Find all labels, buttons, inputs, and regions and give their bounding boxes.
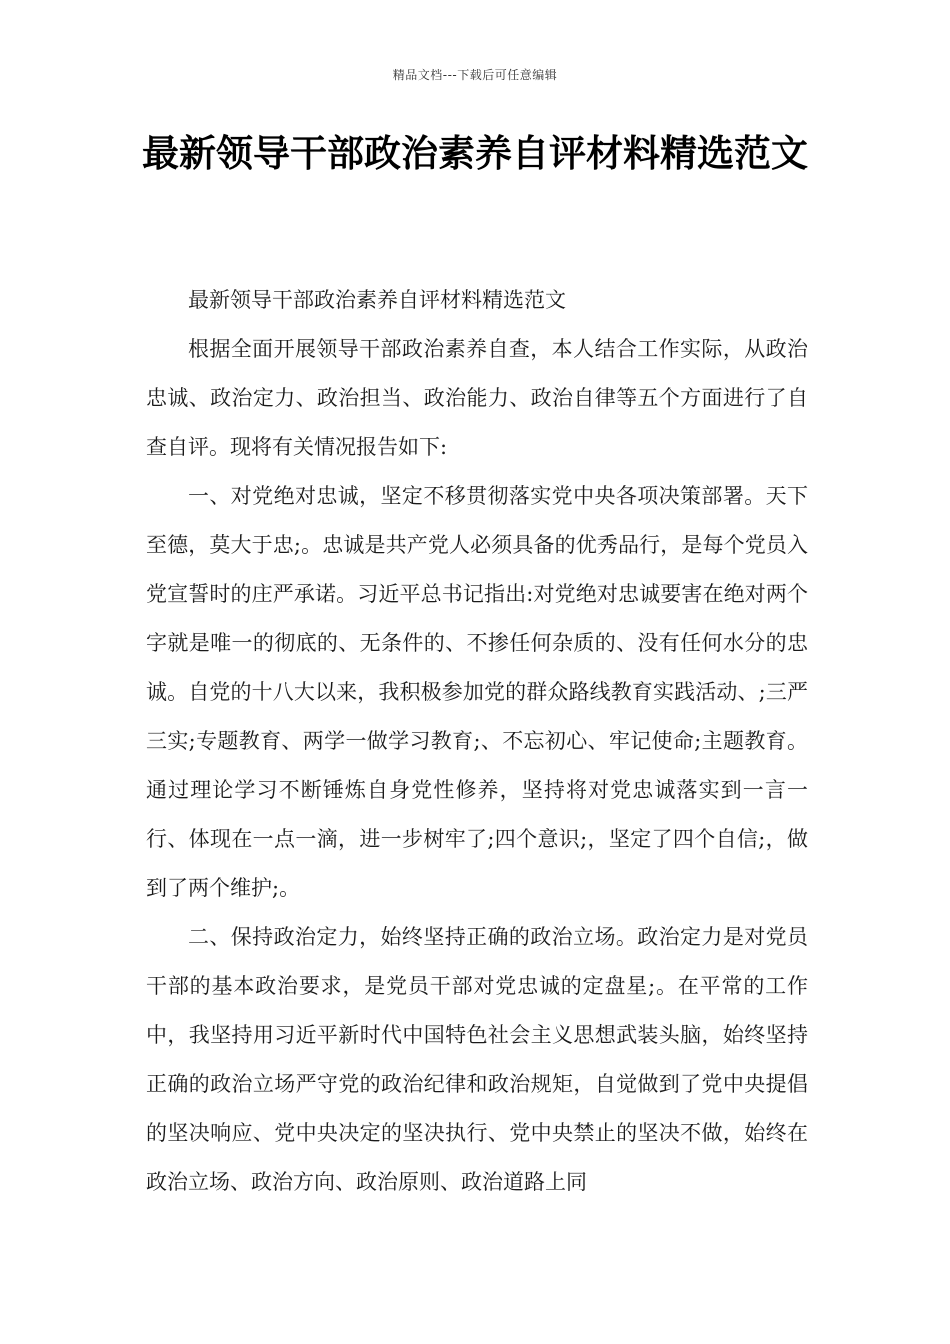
paragraph-section-one: 一、对党绝对忠诚，坚定不移贯彻落实党中央各项决策部署。天下至德，莫大于忠;。忠诚是共产党人必须具备的优秀品行，是每个党员入党宣誓时的庄严承诺。习近平总书记指出:对党绝对忠诚要害在绝对两个字就是唯一的彻底的、无条件的、不掺任何杂质的、没有任何水分的忠诚。自党的十八大以来，我积极参加党的群众路线教育实践活动、;三严三实;专题教育、两学一做学习教育;、不忘初心、牢记使命;主题教育。通过理论学习不断锤炼自身党性修养，坚持将对党忠诚落实到一言一行、体现在一点一滴，进一步树牢了;四个意识;，坚定了四个自信;，做到了两个维护;。 bbox=[146, 484, 808, 900]
paragraph-intro: 根据全面开展领导干部政治素养自查，本人结合工作实际，从政治忠诚、政治定力、政治担当、政治能力、政治自律等五个方面进行了自查自评。现将有关情况报告如下: bbox=[146, 337, 808, 459]
paragraph-subtitle: 最新领导干部政治素养自评材料精选范文 bbox=[188, 288, 566, 312]
paragraph-section-two: 二、保持政治定力，始终坚持正确的政治立场。政治定力是对党员干部的基本政治要求，是党员干部对党忠诚的定盘星;。在平常的工作中，我坚持用习近平新时代中国特色社会主义思想武装头脑，始终坚持正确的政治立场严守党的政治纪律和政治规矩，自觉做到了党中央提倡的坚决响应、党中央决定的坚决执行、党中央禁止的坚决不做，始终在政治立场、政治方向、政治原则、政治道路上同 bbox=[146, 925, 808, 1194]
header-note: 精品文档---下载后可任意编辑 bbox=[392, 68, 558, 82]
document-title: 最新领导干部政治素养自评材料精选范文 bbox=[142, 132, 808, 175]
document-body bbox=[146, 276, 808, 1207]
